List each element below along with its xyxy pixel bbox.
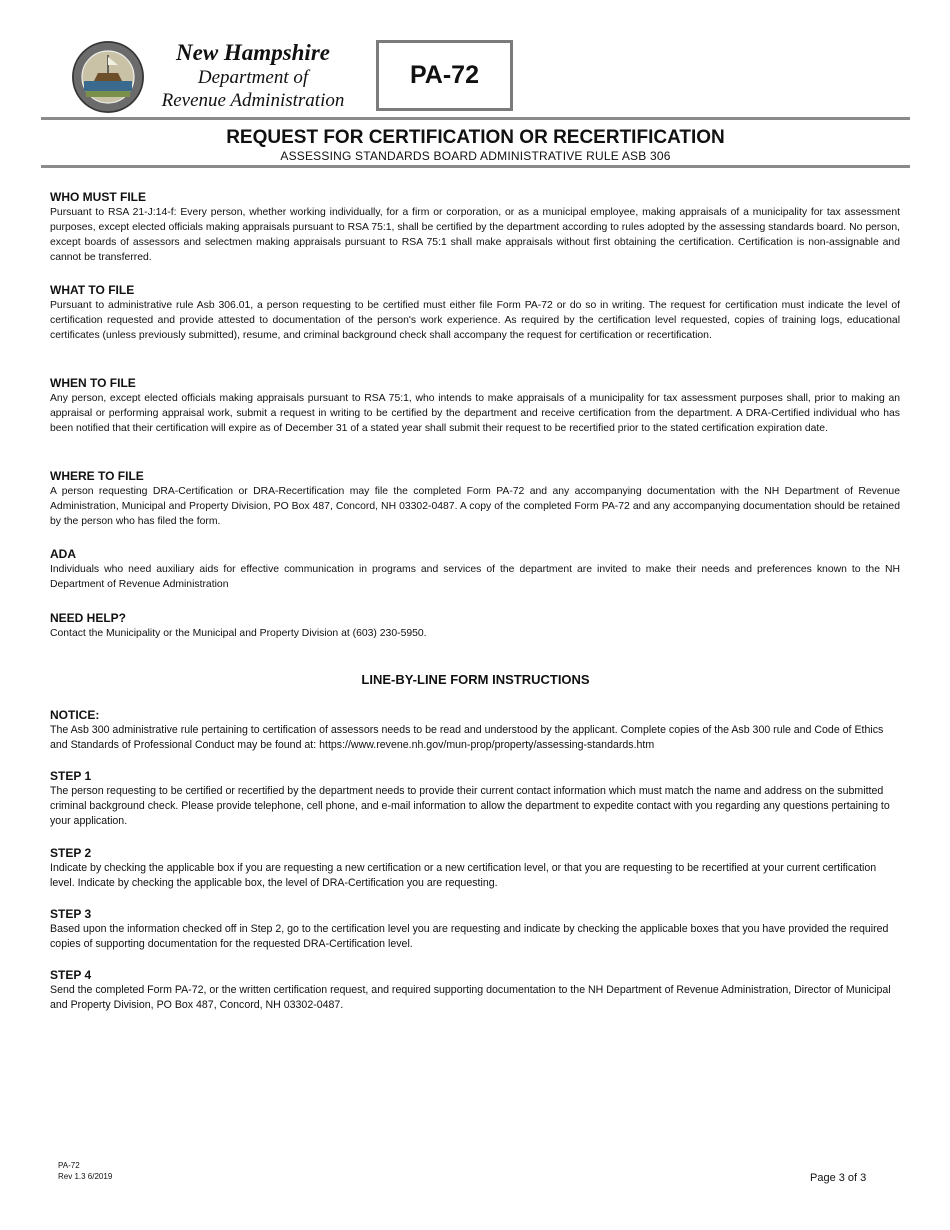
department-name — [148, 40, 358, 112]
section-text: Pursuant to administrative rule Asb 306.01, a person requesting to be certified must either file Form PA-72 or do so in writing. The request for certification must indicate the level of certification requested and provide attested to documentation of the person's work experience. As required by the certification level requested, copies of training logs, educational certificates (unless previously submitted), resume, and criminal background check shall accompany the request for certification or recertification. — [50, 300, 900, 341]
section-text: Any person, except elected officials making appraisals pursuant to RSA 75:1, who intends to make appraisals of a municipality for tax assessment purposes shall, prior to making an appraisal or performing appraisal work, submit a request in writing to be certified by the department and receive certification from the department. A DRA-Certified individual who has been notified that their certification will expire as of December 31 of a stated year shall submit their request to be recertified prior to the stated certification expiration date. — [50, 393, 900, 434]
section-what-to-file — [50, 283, 900, 343]
instruction-heading: STEP 1 — [50, 769, 92, 783]
dept-line-2: Department of — [197, 67, 309, 88]
section-heading: ADA — [50, 547, 76, 561]
section-text: A person requesting DRA-Certification or DRA-Recertification may file the completed Form PA-72 and any accompanying documentation with the NH Department of Revenue Administration, Municipal and Property Division, PO Box 487, Concord, NH 03302-0487. A copy of the completed Form PA-72 and any accompanying documentation should be retained by the person who has filed the form. — [50, 486, 900, 527]
footer-form-number: PA-72 — [58, 1161, 80, 1170]
footer-form-info — [58, 1160, 112, 1182]
section-heading: NEED HELP? — [50, 611, 127, 625]
instruction-step-4 — [50, 968, 900, 1013]
instruction-text: The person requesting to be certified or recertified by the department needs to provide their current contact information which must match the name and address on the submitted criminal background check. Please provide telephone, cell phone, and e-mail information to allow the department to expedite contact with you regarding any questions pertaining to your application. — [50, 785, 890, 827]
form-title-block — [41, 127, 910, 163]
top-rule — [41, 117, 910, 120]
instruction-heading: NOTICE: — [50, 708, 100, 722]
form-title: REQUEST FOR CERTIFICATION OR RECERTIFICATION — [226, 127, 725, 148]
instruction-text: Send the completed Form PA-72, or the written certification request, and required supporting documentation to the NH Department of Revenue Administration, Director of Municipal and Property Division, PO Box 487, Concord, NH 03302-0487. — [50, 984, 891, 1011]
section-text: Contact the Municipality or the Municipal and Property Division at (603) 230-5950. — [50, 628, 427, 639]
page-number: Page 3 of 3 — [810, 1172, 867, 1184]
instructions-heading: LINE-BY-LINE FORM INSTRUCTIONS — [361, 672, 590, 687]
title-rule — [41, 165, 910, 168]
form-number-box — [376, 40, 513, 111]
instruction-step-3 — [50, 907, 900, 952]
section-text: Pursuant to RSA 21-J:14-f: Every person, whether working individually, for a firm or corporation, or as a municipal employee, making appraisals of a municipality for tax assessment purposes, except elected officials making appraisals pursuant to RSA 75:1, shall be certified by the department according to rules adopted by the assessing standards board. No person, except boards of assessors and selectmen making appraisals pursuant to RSA 75:1 shall make appraisals without first obtaining the certification. Certification is non-assignable and cannot be transferred. — [50, 207, 900, 263]
section-heading: WHERE TO FILE — [50, 469, 144, 483]
section-text: Individuals who need auxiliary aids for effective communication in programs and services of the department are invited to make their needs and preferences known to the NH Department of Revenue Administration — [50, 564, 900, 590]
instruction-step-2 — [50, 846, 900, 891]
instruction-heading: STEP 3 — [50, 907, 92, 921]
section-ada — [50, 547, 900, 592]
section-who-must-file — [50, 190, 900, 265]
form-number: PA-72 — [409, 61, 479, 89]
dept-line-1: New Hampshire — [176, 40, 330, 65]
instruction-notice — [50, 708, 900, 753]
instruction-step-1 — [50, 769, 900, 829]
form-subtitle: ASSESSING STANDARDS BOARD ADMINISTRATIVE RULE ASB 306 — [280, 149, 671, 163]
section-need-help — [50, 611, 900, 641]
state-seal-icon — [72, 41, 144, 113]
instruction-heading: STEP 2 — [50, 846, 92, 860]
section-heading: WHEN TO FILE — [50, 376, 136, 390]
section-where-to-file — [50, 469, 900, 529]
instruction-text: Indicate by checking the applicable box if you are requesting a new certification or a new certification level, or that you are requesting to be recertified at your current certification level. Indicate by checking the applicable box, the level of DRA-Certification you are requesting. — [50, 862, 877, 889]
instruction-text: Based upon the information checked off in Step 2, go to the certification level you are requesting and indicate by checking the applicable boxes that you have provided the required copies of supporting documentation for the requested DRA-Certification level. — [50, 923, 889, 950]
instruction-heading: STEP 4 — [50, 968, 92, 982]
dept-line-3: Revenue Administration — [161, 90, 345, 111]
section-heading: WHO MUST FILE — [50, 190, 146, 204]
footer-revision: Rev 1.3 6/2019 — [58, 1172, 113, 1181]
instruction-text: The Asb 300 administrative rule pertaining to certification of assessors needs to be read and understood by the applicant. Complete copies of the Asb 300 rule and Code of Ethics and Standards of Professional Conduct may be found at: https://www.revene.nh.gov/mun-prop/property/assessing-standards.htm — [50, 724, 884, 751]
section-when-to-file — [50, 376, 900, 436]
section-heading: WHAT TO FILE — [50, 283, 135, 297]
